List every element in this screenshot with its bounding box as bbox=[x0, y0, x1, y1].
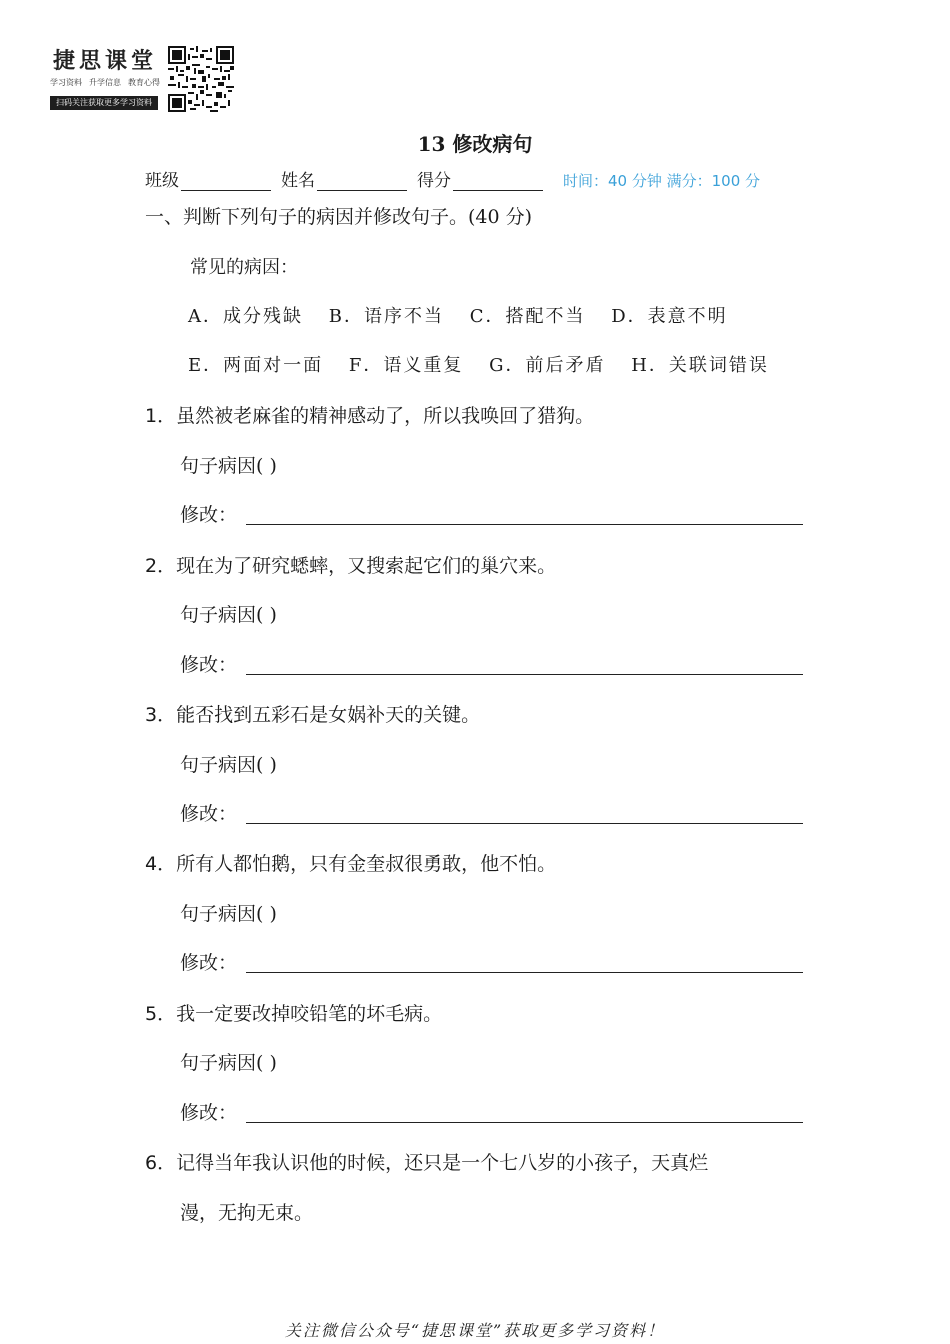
name-label: 姓名 bbox=[281, 171, 315, 191]
footer-note: 关注微信公众号“捷思课堂”获取更多学习资料！ bbox=[284, 1321, 666, 1340]
cause-option: E．两面对一面 bbox=[188, 355, 324, 376]
cause-option: G．前后矛盾 bbox=[489, 355, 606, 376]
cause-option: H．关联词错误 bbox=[631, 355, 769, 376]
brand-sub-item: 教育心得 bbox=[128, 78, 160, 87]
question-text: 记得当年我认识他的时候，还只是一个七八岁的小孩子，天真烂 bbox=[176, 1152, 709, 1174]
question-text: 虽然被老麻雀的精神感动了，所以我唤回了猎狗。 bbox=[176, 405, 595, 427]
cause-option: A．成分残缺 bbox=[188, 306, 303, 327]
fix-answer-line-4[interactable] bbox=[246, 950, 803, 973]
causes-row-1 bbox=[188, 302, 746, 328]
question-2 bbox=[145, 551, 556, 578]
class-field[interactable] bbox=[181, 172, 271, 191]
fix-label-4: 修改： bbox=[180, 952, 238, 974]
fix-label-2: 修改： bbox=[180, 654, 238, 676]
cause-answer-5[interactable]: 句子病因( ) bbox=[180, 1052, 277, 1074]
question-6 bbox=[145, 1148, 708, 1175]
section-points: (40 分) bbox=[468, 206, 533, 228]
question-number: 1． bbox=[145, 405, 177, 427]
question-number: 3． bbox=[145, 704, 177, 726]
fix-label-1: 修改： bbox=[180, 504, 238, 526]
question-text: 现在为了研究蟋蟀，又搜索起它们的巢穴来。 bbox=[176, 555, 557, 577]
brand-banner: 扫码关注获取更多学习资料 bbox=[50, 96, 158, 110]
causes-row-2 bbox=[188, 351, 787, 377]
score-field[interactable] bbox=[453, 172, 543, 191]
exam-meta: 时间：40 分钟 满分：100 分 bbox=[563, 172, 761, 190]
section-label: 一、判断下列句子的病因并修改句子。 bbox=[145, 206, 469, 228]
brand-title: 捷思课堂 bbox=[52, 48, 157, 74]
fix-answer-line-5[interactable] bbox=[246, 1100, 803, 1123]
causes-title: 常见的病因： bbox=[190, 257, 298, 278]
brand-logo bbox=[50, 44, 160, 112]
question-4 bbox=[145, 849, 556, 876]
page-title: 13 修改病句 bbox=[417, 132, 533, 156]
cause-answer-4[interactable]: 句子病因( ) bbox=[180, 903, 277, 925]
question-text: 我一定要改掉咬铅笔的坏毛病。 bbox=[176, 1003, 443, 1025]
question-text: 能否找到五彩石是女娲补天的关键。 bbox=[176, 704, 481, 726]
cause-option: D．表意不明 bbox=[611, 306, 728, 327]
cause-answer-1[interactable]: 句子病因( ) bbox=[180, 455, 277, 477]
question-6-continuation: 漫，无拘无束。 bbox=[180, 1202, 314, 1224]
question-number: 6． bbox=[145, 1152, 177, 1174]
student-info-line bbox=[145, 166, 760, 191]
question-number: 5． bbox=[145, 1003, 177, 1025]
cause-option: B．语序不当 bbox=[328, 306, 444, 327]
section-heading bbox=[145, 202, 532, 229]
cause-answer-2[interactable]: 句子病因( ) bbox=[180, 604, 277, 626]
score-label: 得分 bbox=[417, 171, 451, 191]
question-5 bbox=[145, 999, 442, 1026]
fix-label-3: 修改： bbox=[180, 803, 238, 825]
brand-sub-item: 升学信息 bbox=[89, 78, 121, 87]
question-3 bbox=[145, 700, 480, 727]
class-label: 班级 bbox=[145, 171, 179, 191]
qr-code-icon bbox=[168, 46, 234, 112]
cause-option: F．语义重复 bbox=[348, 355, 464, 376]
name-field[interactable] bbox=[317, 172, 407, 191]
question-number: 2． bbox=[145, 555, 177, 577]
question-1 bbox=[145, 401, 594, 428]
fix-label-5: 修改： bbox=[180, 1102, 238, 1124]
fix-answer-line-1[interactable] bbox=[246, 502, 803, 525]
brand-subtitle bbox=[50, 77, 160, 88]
cause-option: C．搭配不当 bbox=[469, 306, 586, 327]
fix-answer-line-2[interactable] bbox=[246, 652, 803, 675]
brand-sub-item: 学习资料 bbox=[50, 78, 82, 87]
cause-answer-3[interactable]: 句子病因( ) bbox=[180, 754, 277, 776]
fix-answer-line-3[interactable] bbox=[246, 801, 803, 824]
question-text: 所有人都怕鹅，只有金奎叔很勇敢，他不怕。 bbox=[176, 853, 557, 875]
question-number: 4． bbox=[145, 853, 177, 875]
